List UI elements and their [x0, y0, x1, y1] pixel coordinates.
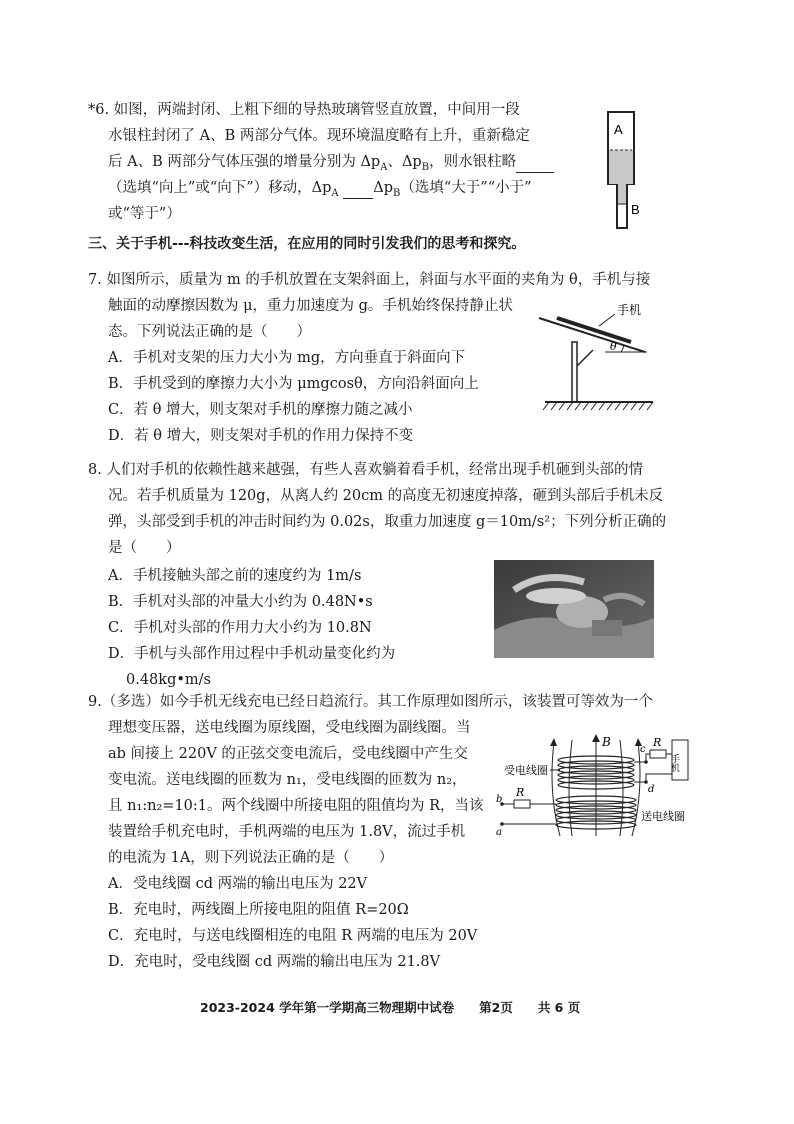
q7-stand-pole — [572, 342, 577, 402]
q6-mercury-lower — [618, 184, 626, 204]
q7-phone-label: 手机 — [617, 303, 642, 317]
q8-option-b: B．手机对头部的冲量大小约为 0.48N•s — [108, 594, 373, 610]
q7-option-a: A．手机对支架的压力大小为 mg，方向垂直于斜面向下 — [108, 350, 466, 366]
q6-line-2: 水银柱封闭了 A、B 两部分气体。现环境温度略有上升，重新稳定 — [108, 128, 530, 144]
q7-option-d: D．若 θ 增大，则支架对手机的作用力保持不变 — [108, 428, 414, 444]
q7-option-c: C．若 θ 增大，则支架对手机的摩擦力随之减小 — [108, 402, 413, 418]
q6-line-5: 或“等于”） — [108, 206, 181, 222]
q8-photo — [494, 560, 654, 658]
q6-label-b: B — [631, 202, 640, 217]
q9-line-7: 的电流为 1A，则下列说法正确的是（ ） — [108, 850, 394, 866]
section-3-title: 三、关于手机---科技改变生活，在应用的同时引发我们的思考和探究。 — [88, 236, 526, 252]
q6-line-3-start: 后 A、B 两部分气体压强的增量分别为 Δp — [108, 154, 381, 170]
q6-sub-b: B — [421, 161, 430, 173]
q9-label-b: b — [496, 794, 503, 805]
q6-line-4-mid: Δp — [373, 180, 394, 196]
q6-blank-2 — [343, 178, 373, 199]
q9-label-r2: R — [516, 786, 525, 799]
q8-line-3: 弹，头部受到手机的冲击时间约为 0.02s，取重力加速度 g＝10m/s²；下列分析正确的 — [108, 514, 667, 530]
q6-line-3-mid: 、Δp — [387, 154, 422, 170]
q9-option-b: B．充电时，两线圈上所接电阻的阻值 R=20Ω — [108, 902, 409, 918]
q8-line-4: 是（ ） — [108, 540, 181, 556]
q8-photo-art — [494, 560, 654, 658]
q6-line-3-tail: ，则水银柱略 — [429, 154, 517, 170]
q9-label-c: c — [640, 744, 646, 755]
q6-line-1: *6. 如图，两端封闭、上粗下细的导热玻璃管竖直放置，中间用一段 — [88, 102, 520, 118]
q6-line-3 — [108, 152, 554, 178]
q6-label-a: A — [614, 122, 623, 137]
q8-line-1: 8. 人们对手机的依赖性越来越强，有些人喜欢躺着看手机，经常出现手机砸到头部的情 — [88, 462, 643, 478]
q9-line-4: 变电流。送电线圈的匝数为 n₁，受电线圈的匝数为 n₂， — [108, 772, 467, 788]
q9-label-send: 送电线圈 — [641, 810, 685, 823]
q8-option-a: A．手机接触头部之前的速度约为 1m/s — [108, 568, 362, 584]
q9-label-r1: R — [653, 736, 662, 749]
q7-line-2: 触面的动摩擦因数为 μ，重力加速度为 g。手机始终保持静止状 — [108, 298, 513, 314]
q7-stand-figure — [535, 298, 665, 416]
q7-theta-label: θ — [610, 340, 617, 353]
q9-coil-figure — [496, 732, 692, 840]
q7-line-1: 7. 如图所示，质量为 m 的手机放置在支架斜面上，斜面与水平面的夹角为 θ，手机与接 — [88, 272, 651, 288]
q7-option-b: B．手机受到的摩擦力大小为 μmgcosθ，方向沿斜面向上 — [108, 376, 479, 392]
q7-phone — [557, 318, 631, 342]
q9-label-d: d — [648, 784, 655, 795]
q6-line-4-tail: （选填“大于”“小于” — [400, 180, 532, 196]
q9-option-c: C．充电时，与送电线圈相连的电阻 R 两端的电压为 20V — [108, 928, 478, 944]
q9-line-6: 装置给手机充电时，手机两端的电压为 1.8V，流过手机 — [108, 824, 466, 840]
q9-option-a: A．受电线圈 cd 两端的输出电压为 22V — [108, 876, 368, 892]
q9-resistor-r2 — [514, 800, 530, 808]
q8-option-c: C．手机对头部的作用力大小约为 10.8N — [108, 620, 372, 636]
page-footer: 2023-2024 学年第一学期高三物理期中试卷 第2页 共 6 页 — [200, 1000, 581, 1015]
q6-sub-a: A — [380, 161, 388, 173]
q6-line-4 — [108, 178, 532, 204]
q9-label-phone: 手机 — [669, 754, 679, 772]
q9-label-b-field: B — [602, 735, 611, 749]
q9-label-receive: 受电线圈 — [504, 764, 548, 777]
q9-line-2: 理想变压器，送电线圈为原线圈，受电线圈为副线圈。当 — [108, 720, 471, 736]
q6-line-4-start: （选填“向上”或“向下”）移动，Δp — [108, 180, 332, 196]
q7-line-3: 态。下列说法正确的是（ ） — [108, 324, 311, 340]
q6-tube-figure — [600, 108, 650, 233]
q6-mercury-upper — [609, 150, 633, 184]
q8-option-d-cont: 0.48kg•m/s — [126, 672, 211, 688]
q7-incline — [539, 318, 645, 352]
q8-line-2: 况。若手机质量为 120g，从离人约 20cm 的高度无初速度掉落，砸到头部后手机未反 — [108, 488, 664, 504]
q9-line-5: 且 n₁:n₂=10:1。两个线圈中所接电阻的阻值均为 R，当该 — [108, 798, 484, 814]
q9-line-1: 9.（多选）如今手机无线充电已经日趋流行。其工作原理如图所示，该装置可等效为一个 — [88, 694, 653, 710]
q9-option-d: D．充电时，受电线圈 cd 两端的输出电压为 21.8V — [108, 954, 441, 970]
q8-option-d: D．手机与头部作用过程中手机动量变化约为 — [108, 646, 396, 662]
q9-line-3: ab 间接上 220V 的正弦交变电流后，受电线圈中产生交 — [108, 746, 468, 762]
q6-line4-sub-b: B — [393, 187, 401, 199]
q9-label-a: a — [496, 827, 502, 838]
q9-resistor-r1 — [650, 750, 666, 758]
q6-blank-1 — [516, 152, 554, 173]
q6-line4-sub-a: A — [331, 187, 339, 199]
